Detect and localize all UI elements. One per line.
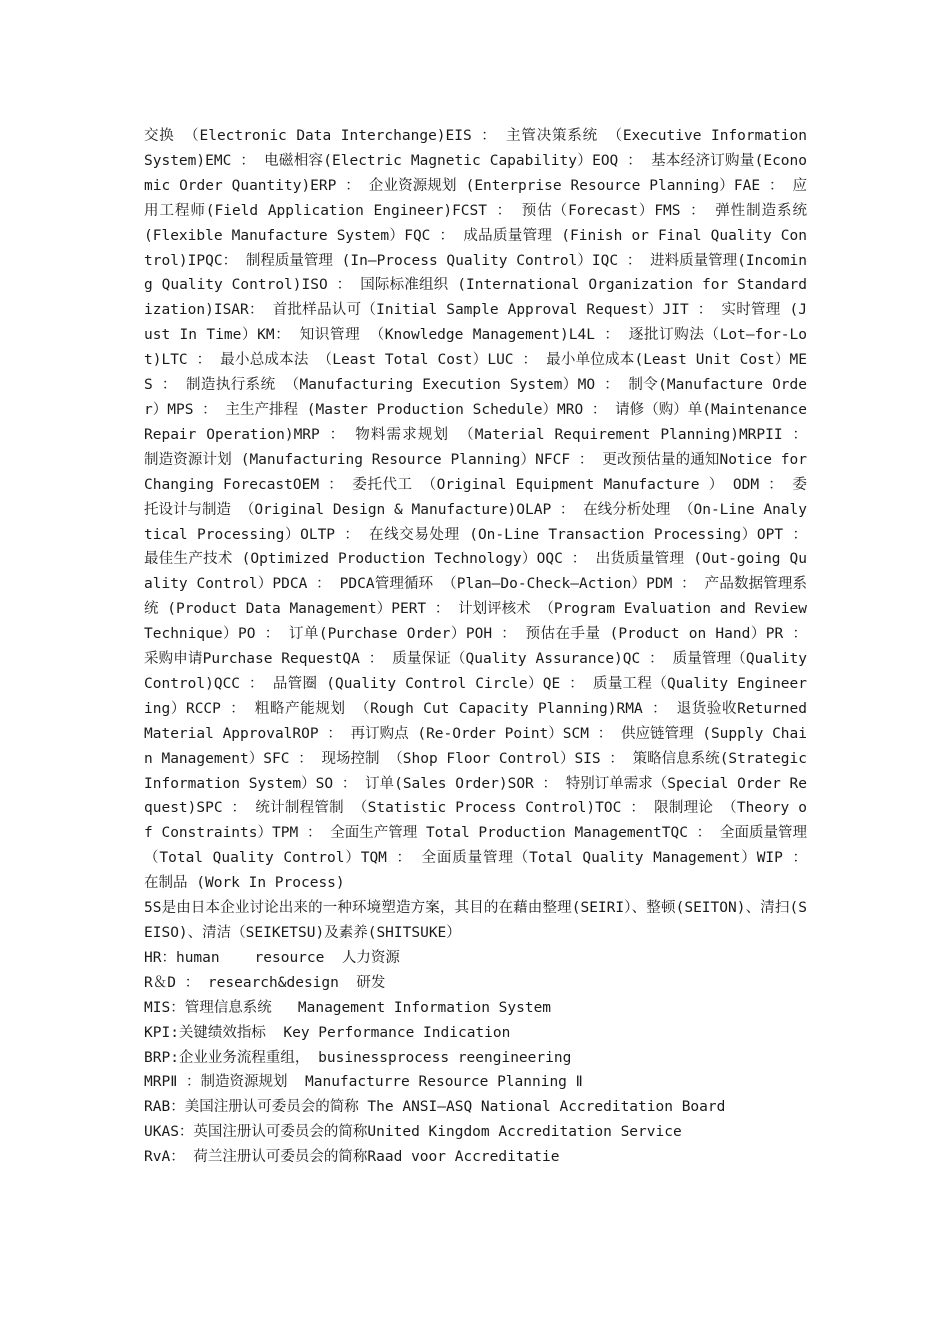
- glossary-line-hr: HR：human resource 人力资源: [144, 949, 400, 966]
- glossary-line-ukas: UKAS：英国注册认可委员会的简称United Kingdom Accreditation Service: [144, 1124, 682, 1141]
- glossary-line-mis: MIS：管理信息系统 Management Information System: [144, 999, 552, 1016]
- glossary-paragraph: 交换 （Electronic Data Interchange)EIS ： 主管决策系统 （Executive Information System)EMC ： 电磁相容(Electric Magnetic Capability）EOQ ： 基本经济订购量(Economic Order Quantity)ERP ： 企业资源规划 (Enterprise Resource Planning）FAE ： 应用工程师(Field Application Engineer)FCST ： 预估（Forecast）FMS ： 弹性制造系统 (Flexible Manufacture System）FQC ： 成品质量管理 (Finish or Final Quality Control)IPQC： 制程质量管理 (In—Process Quality Control）IQC ： 进料质量管理(Incoming Quality Control)ISO ： 国际标准组织 (International Organization for Standardization)ISAR： 首批样品认可（Initial Sample Approval Request）JIT ： 实时管理 (Just In Time）KM： 知识管理 （Knowledge Management)L4L ： 逐批订购法（Lot—for-Lot)LTC ： 最小总成本法 （Least Total Cost）LUC ： 最小单位成本(Least Unit Cost）MES ： 制造执行系统 （Manufacturing Execution System）MO ： 制令(Manufacture Order）MPS ： 主生产排程 (Master Production Schedule）MRO ： 请修（购）单(Maintenance Repair Operation)MRP ： 物料需求规划 （Material Requirement Planning)MRPII ： 制造资源计划 (Manufacturing Resource Planning）NFCF ： 更改预估量的通知Notice for Changing ForecastOEM ： 委托代工 （Original Equipment Manufacture ） ODM ： 委托设计与制造 （Original Design & Manufacture)OLAP ： 在线分析处理 （On-Line Analytical Processing）OLTP ： 在线交易处理 (On-Line Transaction Processing）OPT ： 最佳生产技术 (Optimized Production Technology）OQC ： 出货质量管理 (Out-going Quality Control）PDCA ： PDCA管理循环 （Plan—Do-Check—Action）PDM ： 产品数据管理系统 (Product Data Management）PERT ： 计划评核术 （Program Evaluation and Review Technique）PO ： 订单(Purchase Order）POH ： 预估在手量 (Product on Hand）PR ： 采购申请Purchase RequestQA ： 质量保证（Quality Assurance)QC ： 质量管理（Quality Control)QCC ： 品管圈 (Quality Control Circle）QE ： 质量工程（Quality Engineering）RCCP ： 粗略产能规划 （Rough Cut Capacity Planning)RMA ： 退货验收Returned Material ApprovalROP ： 再订购点 (Re-Order Point）SCM ： 供应链管理 (Supply Chain Management）SFC ： 现场控制 （Shop Floor Control）SIS ： 策略信息系统(Strategic Information System）SO ： 订单(Sales Order)SOR ： 特别订单需求（Special Order Request)SPC ： 统计制程管制 （Statistic Process Control)TOC ： 限制理论 （Theory of Constraints）TPM ： 全面生产管理 Total Production ManagementTQC ： 全面质量管理 （Total Quality Control）TQM ： 全面质量管理（Total Quality Management）WIP ： 在制品 (Work In Process): [144, 128, 808, 892]
- glossary-line-mrp2: MRPⅡ ：制造资源规划 Manufacturre Resource Planning Ⅱ: [144, 1074, 583, 1091]
- five-s-paragraph: 5S是由日本企业讨论出来的一种环境塑造方案，其目的在藉由整理(SEIRI）、整顿(SEITON)、清扫(SEISO)、清洁（SEIKETSU)及素养(SHITSUKE）: [144, 900, 807, 941]
- glossary-line-rab: RAB：美国注册认可委员会的简称 The ANSI—ASQ National Accreditation Board: [144, 1099, 726, 1116]
- glossary-line-kpi: KPI:关键绩效指标 Key Performance Indication: [144, 1024, 511, 1041]
- document-body: [144, 124, 807, 1170]
- glossary-line-rd: R＆D ： research&design 研发: [144, 974, 386, 991]
- glossary-line-rva: RvA： 荷兰注册认可委员会的简称Raad voor Accreditatie: [144, 1149, 560, 1166]
- glossary-line-brp: BRP:企业业务流程重组， businessprocess reengineering: [144, 1049, 572, 1066]
